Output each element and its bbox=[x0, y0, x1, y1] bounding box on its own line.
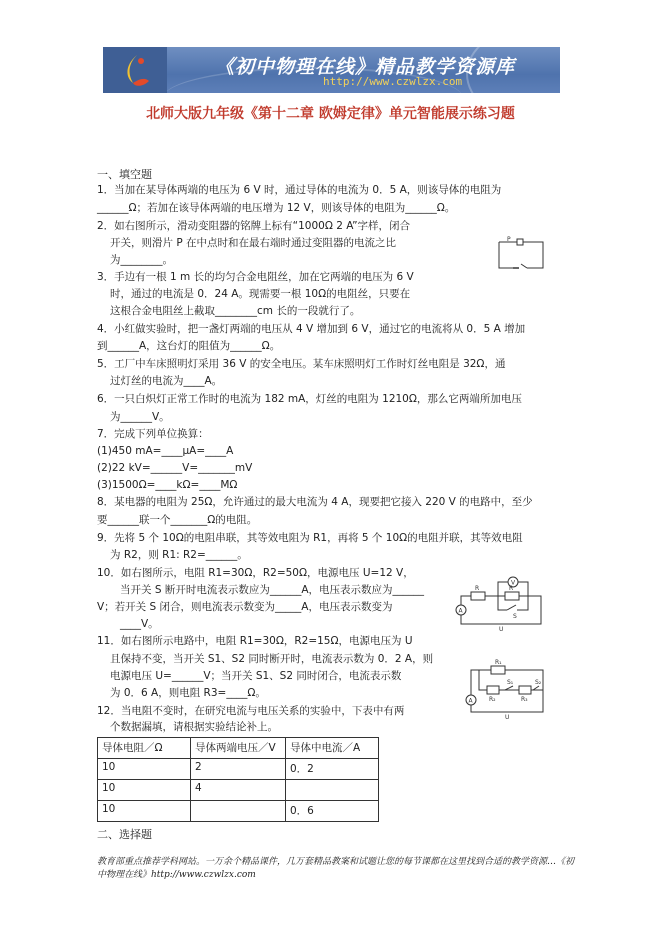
ammeter-label: A bbox=[458, 607, 463, 615]
q10-circuit-figure bbox=[453, 572, 553, 632]
question-line: 为 R2，则 R1: R2=______。 bbox=[110, 549, 248, 561]
table-cell: 10 bbox=[98, 759, 191, 780]
resistor-label: R₂ bbox=[489, 696, 496, 703]
question-line: 4．小红做实验时，把一盏灯两端的电压从 4 V 增加到 6 V，通过它的电流将从 0．5 A 增加 bbox=[97, 323, 526, 335]
table-cell: 4 bbox=[191, 780, 286, 801]
question-line: 6．一只白炽灯正常工作时的电流为 182 mA，灯丝的电阻为 1210Ω，那么它两端所加电压 bbox=[97, 393, 522, 405]
question-line: 到______A，这台灯的阻值为______Ω。 bbox=[97, 340, 281, 352]
table-row bbox=[98, 759, 379, 780]
question-line: 为 0．6 A，则电阻 R3=____Ω。 bbox=[110, 687, 266, 699]
table-cell bbox=[191, 801, 286, 822]
banner-title: 《初中物理在线》精品教学资源库 bbox=[215, 56, 516, 78]
table-cell: 0．2 bbox=[286, 759, 379, 780]
table-cell: 2 bbox=[191, 759, 286, 780]
document-title: 北师大版九年级《第十二章 欧姆定律》单元智能展示练习题 bbox=[146, 106, 515, 122]
question-line: ____V。 bbox=[120, 618, 159, 630]
table-header-cell: 导体中电流／A bbox=[286, 738, 379, 759]
header-banner bbox=[103, 47, 560, 93]
question-line: 2．如右图所示，滑动变阻器的铭牌上标有“1000Ω 2 A”字样，闭合 bbox=[97, 220, 411, 232]
ammeter-label: A bbox=[468, 697, 473, 705]
question-line: 3．手边有一根 1 m 长的均匀合金电阻丝，加在它两端的电压为 6 V bbox=[97, 271, 414, 283]
question-line: (1)450 mA=____μA=____A bbox=[97, 445, 234, 457]
resistor-label: R bbox=[475, 585, 480, 592]
question-line: 9．先将 5 个 10Ω的电阻串联，其等效电阻为 R1，再将 5 个 10Ω的电阻并联，其等效电阻 bbox=[97, 532, 523, 544]
question-line: V；若开关 S 闭合，则电流表示数变为_____A，电压表示数变为 bbox=[97, 601, 393, 613]
question-line: 1．当加在某导体两端的电压为 6 V 时，通过导体的电流为 0．5 A，则该导体的电阻为 bbox=[97, 184, 502, 196]
question-line: 11．如右图所示电路中，电阻 R1=30Ω，R2=15Ω，电源电压为 U bbox=[97, 635, 413, 647]
question-line: 7．完成下列单位换算： bbox=[97, 428, 209, 440]
voltage-label: U bbox=[499, 626, 504, 632]
question-line: 为________。 bbox=[110, 254, 173, 266]
question-line: 且保持不变，当开关 S1、S2 同时断开时，电流表示数为 0．2 A，则 bbox=[110, 653, 434, 665]
section-heading: 二、选择题 bbox=[97, 828, 152, 841]
site-logo-icon bbox=[119, 53, 151, 87]
question-line: 8．某电器的电阻为 25Ω，允许通过的最大电流为 4 A，现要把它接入 220 V 的电路中，至少 bbox=[97, 496, 533, 508]
question-line: 过灯丝的电流为____A。 bbox=[110, 375, 223, 387]
table-row bbox=[98, 801, 379, 822]
slider-label: P bbox=[507, 236, 511, 243]
table-cell bbox=[286, 780, 379, 801]
question-line: 5．工厂中车床照明灯采用 36 V 的安全电压。某车床照明灯工作时灯丝电阻是 32Ω，通 bbox=[97, 358, 506, 370]
page-footer: 教育部重点推荐学科网站。一万余个精品课件，几万套精品教案和试题让您的每节课都在这里找到合适的教学资源…《初中物理在线》http://www.czwlzx.com bbox=[97, 857, 575, 880]
data-table bbox=[97, 737, 379, 822]
table-cell: 0．6 bbox=[286, 801, 379, 822]
voltage-label: U bbox=[505, 714, 510, 720]
question-line: 时，通过的电流是 0．24 A。现需要一根 10Ω的电阻丝，只要在 bbox=[110, 288, 411, 300]
table-header-cell: 导体电阻／Ω bbox=[98, 738, 191, 759]
resistor-label: R bbox=[509, 585, 514, 592]
table-header-row bbox=[98, 738, 379, 759]
question-line: 要______联一个_______Ω的电阻。 bbox=[97, 514, 258, 526]
question-line: ______Ω；若加在该导体两端的电压增为 12 V，则该导体的电阻为______Ω。 bbox=[97, 202, 456, 214]
question-line: 当开关 S 断开时电流表示数应为______A，电压表示数应为______ bbox=[120, 584, 425, 596]
question-line: 这根合金电阻丝上截取________cm 长的一段就行了。 bbox=[110, 305, 361, 317]
question-line: (3)1500Ω=____kΩ=____MΩ bbox=[97, 479, 238, 491]
table-header-cell: 导体两端电压／V bbox=[191, 738, 286, 759]
question-line: 电源电压 U=______V；当开关 S1、S2 同时闭合，电流表示数 bbox=[110, 670, 402, 682]
switch-label: S₁ bbox=[507, 679, 514, 686]
rheostat-circuit-figure bbox=[493, 236, 549, 274]
resistor-label: R₁ bbox=[495, 659, 502, 666]
switch-label: S₂ bbox=[535, 679, 542, 686]
table-cell: 10 bbox=[98, 801, 191, 822]
banner-url[interactable]: http://www.czwlzx.com bbox=[323, 75, 463, 88]
question-line: 个数据漏填，请根据实验结论补上。 bbox=[110, 721, 278, 733]
q11-circuit-figure bbox=[461, 656, 553, 720]
voltmeter-label: V bbox=[511, 579, 516, 587]
question-line: 12．当电阻不变时，在研究电流与电压关系的实验中，下表中有两 bbox=[97, 705, 405, 717]
question-line: 开关，则滑片 P 在中点时和在最右端时通过变阻器的电流之比 bbox=[110, 237, 397, 249]
question-line: 为______V。 bbox=[110, 411, 170, 423]
question-line: (2)22 kV=______V=_______mV bbox=[97, 462, 253, 474]
table-row bbox=[98, 780, 379, 801]
resistor-label: R₃ bbox=[521, 696, 528, 703]
switch-label: S bbox=[513, 613, 517, 620]
question-line: 10．如右图所示，电阻 R1=30Ω，R2=50Ω，电源电压 U=12 V， bbox=[97, 567, 414, 579]
table-cell: 10 bbox=[98, 780, 191, 801]
section-heading: 一、填空题 bbox=[97, 168, 152, 181]
